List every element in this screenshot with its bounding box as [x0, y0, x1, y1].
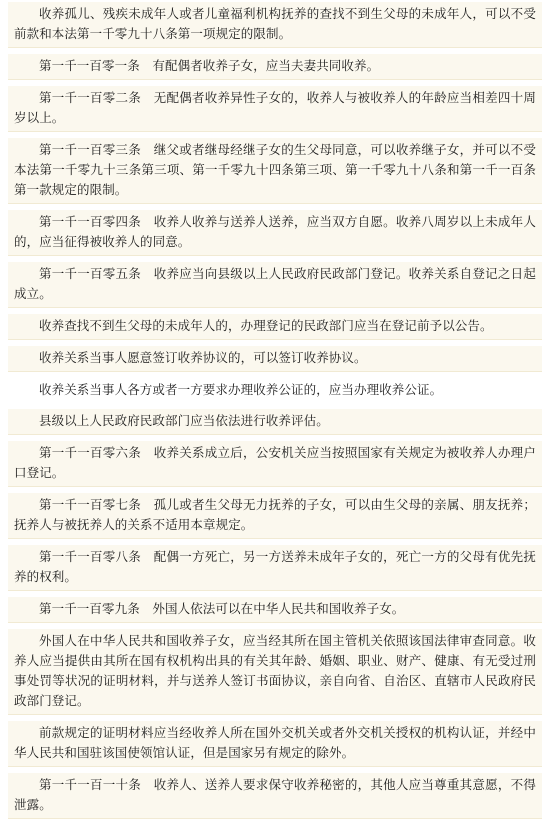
paragraph-article-1107: 第一千一百零七条 孤儿或者生父母无力抚养的子女，可以由生父母的亲属、朋友抚养；抚养人与被抚养人的关系不适用本章规定。: [8, 493, 542, 539]
paragraph-article-1105: 第一千一百零五条 收养应当向县级以上人民政府民政部门登记。收养关系自登记之日起成立。: [8, 262, 542, 308]
paragraph: 收养孤儿、残疾未成年人或者儿童福利机构抚养的查找不到生父母的未成年人，可以不受前款和本法第一千零九十八条第一项规定的限制。: [8, 2, 542, 48]
paragraph: 收养关系当事人各方或者一方要求办理收养公证的，应当办理收养公证。: [8, 378, 542, 403]
paragraph: 收养关系当事人愿意签订收养协议的，可以签订收养协议。: [8, 346, 542, 372]
paragraph-article-1108: 第一千一百零八条 配偶一方死亡，另一方送养未成年子女的，死亡一方的父母有优先抚养的权利。: [8, 545, 542, 591]
paragraph-article-1102: 第一千一百零二条 无配偶者收养异性子女的，收养人与被收养人的年龄应当相差四十周岁以上。: [8, 86, 542, 132]
paragraph: 外国人在中华人民共和国收养子女，应当经其所在国主管机关依照该国法律审查同意。收养人应当提供由其所在国有权机构出具的有关其年龄、婚姻、职业、财产、健康、有无受过刑事处罚等状况的证明材料，并与送养人签订书面协议，亲自向省、自治区、直辖市人民政府民政部门登记。: [8, 629, 542, 715]
paragraph: 收养查找不到生父母的未成年人的，办理登记的民政部门应当在登记前予以公告。: [8, 314, 542, 340]
paragraph: 前款规定的证明材料应当经收养人所在国外交机关或者外交机关授权的机构认证，并经中华人民共和国驻该国使领馆认证，但是国家另有规定的除外。: [8, 721, 542, 767]
paragraph: 县级以上人民政府民政部门应当依法进行收养评估。: [8, 409, 542, 435]
paragraph-article-1106: 第一千一百零六条 收养关系成立后，公安机关应当按照国家有关规定为被收养人办理户口登记。: [8, 441, 542, 487]
paragraph-article-1110: 第一千一百一十条 收养人、送养人要求保守收养秘密的，其他人应当尊重其意愿，不得泄露。: [8, 773, 542, 819]
paragraph-article-1109: 第一千一百零九条 外国人依法可以在中华人民共和国收养子女。: [8, 597, 542, 623]
paragraph-article-1104: 第一千一百零四条 收养人收养与送养人送养，应当双方自愿。收养八周岁以上未成年人的，应当征得被收养人的同意。: [8, 210, 542, 256]
paragraph-article-1103: 第一千一百零三条 继父或者继母经继子女的生父母同意，可以收养继子女，并可以不受本法第一千零九十三条第三项、第一千零九十四条第三项、第一千零九十八条和第一千一百条第一款规定的限制。: [8, 138, 542, 204]
paragraph-article-1101: 第一千一百零一条 有配偶者收养子女，应当夫妻共同收养。: [8, 54, 542, 80]
